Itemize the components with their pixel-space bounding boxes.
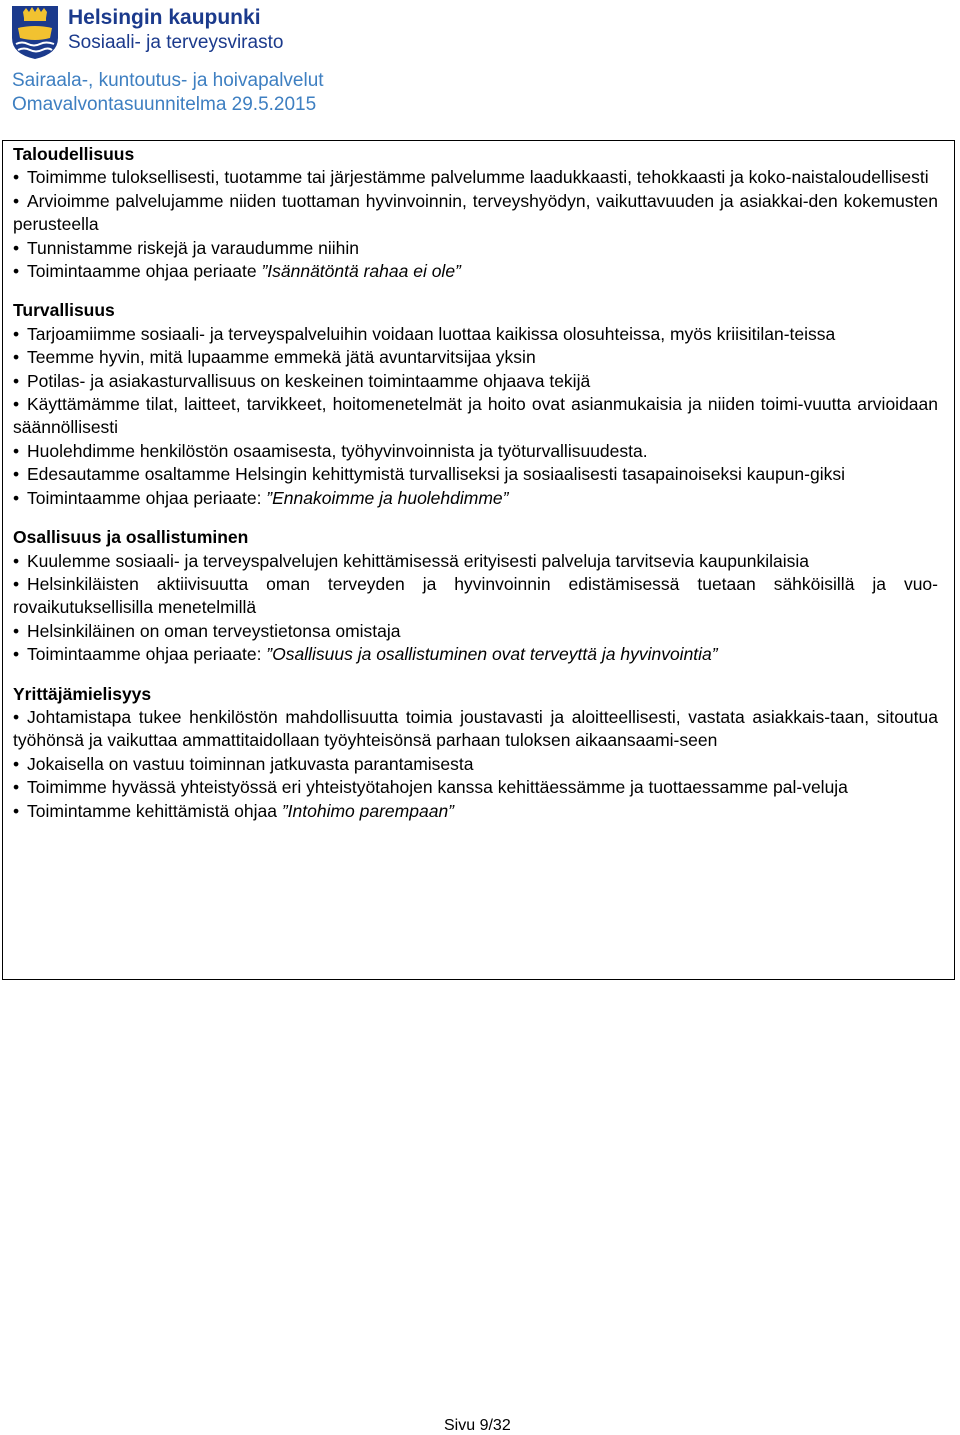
- bullet-list: [13, 706, 938, 823]
- list-item: [13, 323, 938, 346]
- bullet-icon: •: [13, 777, 20, 798]
- list-item: [13, 440, 938, 463]
- section-osallisuus: [13, 524, 938, 666]
- bullet-icon: •: [13, 620, 20, 641]
- list-item: [13, 237, 938, 260]
- list-item: [13, 260, 938, 283]
- page-number: Sivu 9/32: [444, 1417, 511, 1434]
- helsinki-crest-icon: [10, 4, 60, 60]
- list-item: [13, 706, 938, 753]
- item-text: Teemme hyvin, mitä lupaamme emmekä jätä avuntarvitsijaa yksin: [27, 347, 536, 368]
- bullet-icon: •: [13, 440, 20, 461]
- document-title: Omavalvontasuunnitelma 29.5.2015: [12, 94, 317, 115]
- item-text: Toimintaamme ohjaa periaate:: [27, 487, 267, 508]
- bullet-icon: •: [13, 190, 20, 211]
- item-text: Edesautamme osaltamme Helsingin kehittymistä turvalliseksi ja sosiaalisesti tasapainoiseksi kaupun-giksi: [27, 464, 845, 485]
- bullet-list: [13, 166, 938, 283]
- list-item: [13, 370, 938, 393]
- item-text: Tarjoamiimme sosiaali- ja terveyspalveluihin voidaan luottaa kaikissa olosuhteissa, myös kriisitilan-teissa: [27, 323, 836, 344]
- bullet-list: [13, 550, 938, 667]
- section-heading: Taloudellisuus: [13, 144, 135, 164]
- page-header: [0, 0, 960, 130]
- list-item: [13, 643, 938, 666]
- item-text: Potilas- ja asiakasturvallisuus on keskeinen toimintaamme ohjaava tekijä: [27, 370, 591, 391]
- item-text: Arvioimme palvelujamme niiden tuottaman hyvinvoinnin, terveyshyödyn, vaikuttavuuden ja asiakkai-den kokemusten perusteella: [13, 190, 938, 235]
- item-text: Käyttämämme tilat, laitteet, tarvikkeet, hoitomenetelmät ja hoito ovat asianmukaisia ja niiden toimi-vuutta arvioidaan säännöllisesti: [13, 394, 938, 438]
- bullet-icon: •: [13, 706, 20, 727]
- section-heading: Osallisuus ja osallistuminen: [13, 527, 249, 548]
- bullet-icon: •: [13, 800, 20, 821]
- section-heading: Turvallisuus: [13, 300, 115, 321]
- section-heading: Yrittäjämielisyys: [13, 683, 152, 704]
- section-turvallisuus: [13, 297, 938, 510]
- item-text: Huolehdimme henkilöstön osaamisesta, työhyvinvoinnista ja työturvallisuudesta.: [27, 440, 648, 461]
- list-item: [13, 753, 938, 776]
- list-item: [13, 573, 938, 620]
- principle-quote: ”Intohimo parempaan”: [281, 800, 454, 821]
- bullet-icon: •: [13, 753, 20, 774]
- list-item: [13, 620, 938, 643]
- list-item: [13, 487, 938, 510]
- organization-name: Helsingin kaupunki: [68, 6, 261, 29]
- section-yrittajamielisyys: [13, 681, 938, 823]
- bullet-icon: •: [13, 464, 20, 485]
- bullet-icon: •: [13, 644, 20, 665]
- list-item: [13, 550, 938, 573]
- bullet-list: [13, 323, 938, 510]
- item-text: Toimintamme kehittämistä ohjaa: [27, 800, 282, 821]
- bullet-icon: •: [13, 261, 20, 282]
- item-text: Jokaisella on vastuu toiminnan jatkuvasta parantamisesta: [27, 753, 474, 774]
- bullet-icon: •: [13, 347, 20, 368]
- bullet-icon: •: [13, 487, 20, 508]
- service-area-title: Sairaala-, kuntoutus- ja hoivapalvelut: [12, 70, 324, 91]
- values-content: [13, 141, 938, 823]
- item-text: Tunnistamme riskejä ja varaudumme niihin: [27, 237, 359, 258]
- department-name: Sosiaali- ja terveysvirasto: [68, 32, 284, 53]
- principle-quote: ”Isännätöntä rahaa ei ole”: [261, 261, 461, 282]
- item-text: Helsinkiläinen on oman terveystietonsa omistaja: [27, 620, 401, 641]
- bullet-icon: •: [13, 167, 20, 188]
- bullet-icon: •: [13, 370, 20, 391]
- item-text: Johtamistapa tukee henkilöstön mahdollisuutta toimia joustavasti ja aloitteellisesti, vastata asiakkais-taan, sitoutua työhönsä ja vaikuttaa ammattitaidollaan työyhteisönsä parhaan tuloksen aikaansaami-seen: [13, 706, 938, 751]
- list-item: [13, 190, 938, 237]
- list-item: [13, 800, 938, 823]
- bullet-icon: •: [13, 550, 20, 571]
- values-box: [2, 140, 955, 980]
- list-item: [13, 393, 938, 440]
- list-item: [13, 346, 938, 369]
- bullet-icon: •: [13, 394, 20, 415]
- principle-quote: ”Osallisuus ja osallistuminen ovat terveyttä ja hyvinvointia”: [266, 644, 718, 665]
- item-text: Kuulemme sosiaali- ja terveyspalvelujen kehittämisessä erityisesti palveluja tarvitsevia kaupunkilaisia: [27, 550, 810, 571]
- item-text: Toimintaamme ohjaa periaate: [27, 261, 262, 282]
- bullet-icon: •: [13, 237, 20, 258]
- section-taloudellisuus: [13, 141, 938, 283]
- item-text: Toimimme hyvässä yhteistyössä eri yhteistyötahojen kanssa kehittäessämme ja tuottaessamme pal-veluja: [27, 777, 848, 798]
- item-text: Toimimme tuloksellisesti, tuotamme tai järjestämme palvelumme laadukkaasti, tehokkaasti ja koko-naistaloudellisesti: [27, 167, 929, 188]
- list-item: [13, 463, 938, 486]
- principle-quote: ”Ennakoimme ja huolehdimme”: [266, 487, 509, 508]
- item-text: Helsinkiläisten aktiivisuutta oman terveyden ja hyvinvoinnin edistämisessä tuetaan sähköisillä ja vuo-rovaikutuksellisilla menetelmillä: [13, 573, 938, 618]
- bullet-icon: •: [13, 573, 20, 594]
- list-item: [13, 166, 938, 189]
- item-text: Toimintaamme ohjaa periaate:: [27, 644, 267, 665]
- bullet-icon: •: [13, 323, 20, 344]
- list-item: [13, 776, 938, 799]
